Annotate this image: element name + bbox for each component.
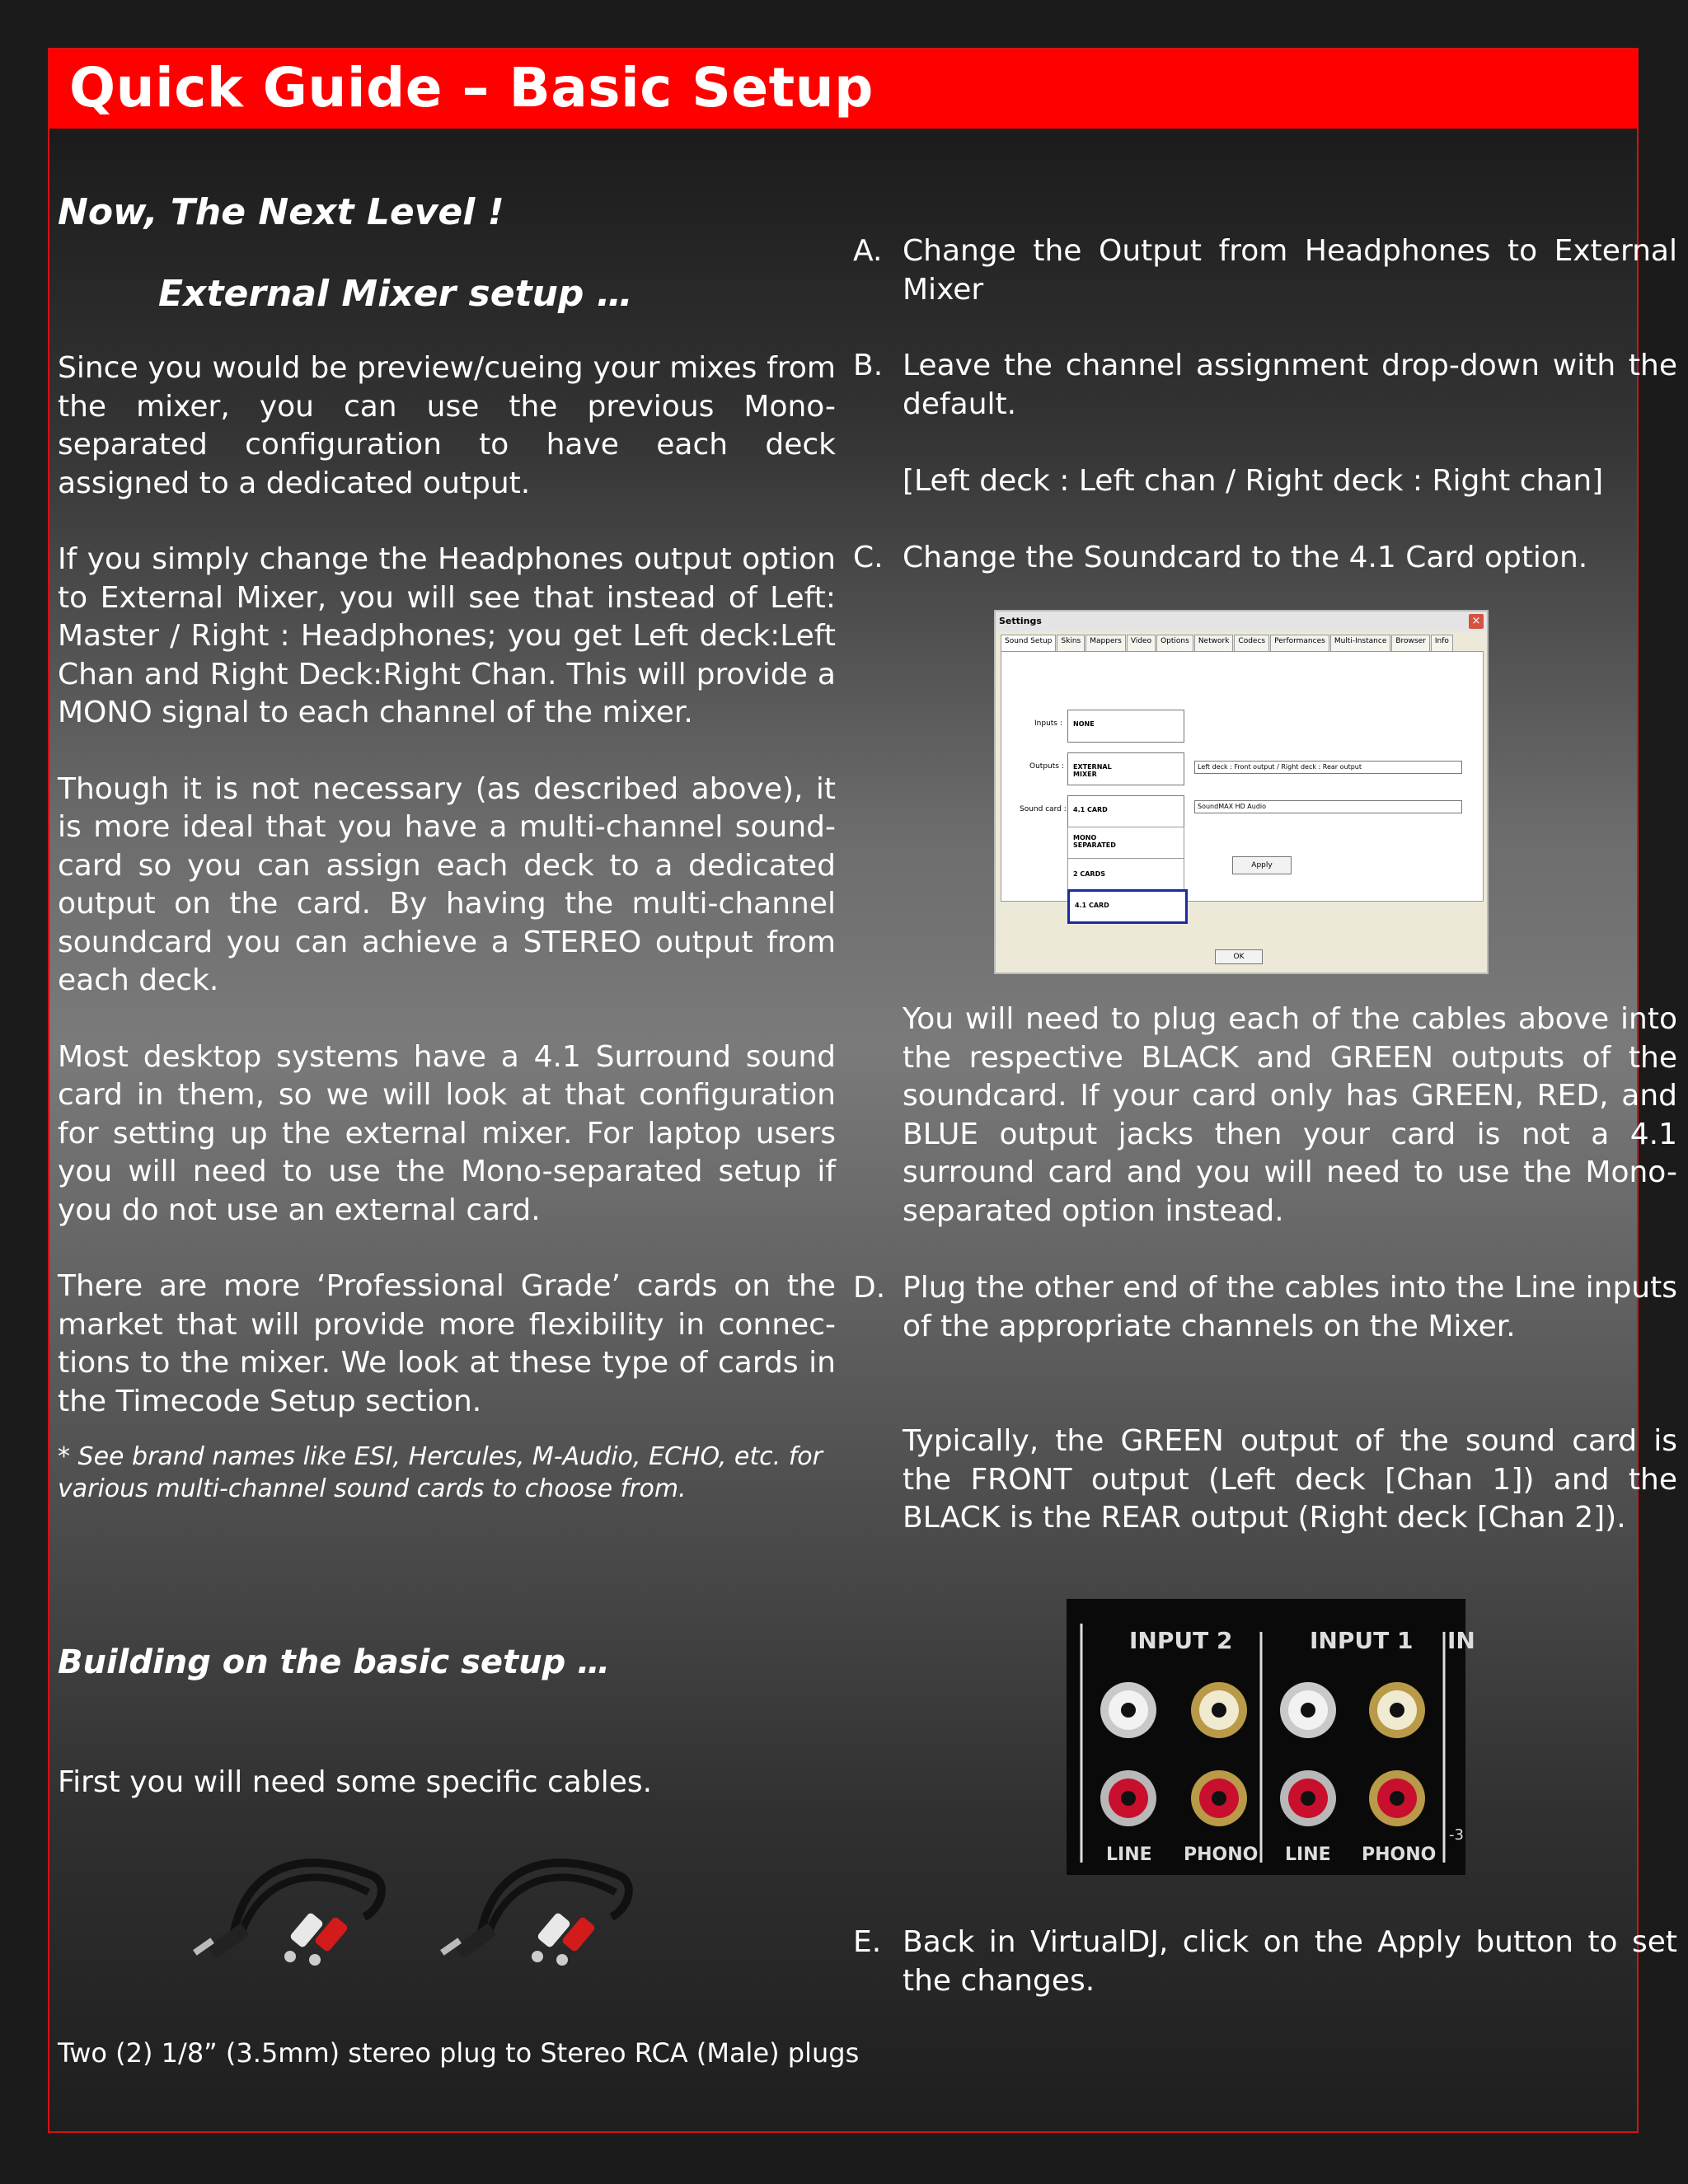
- cable-image: [191, 1843, 389, 1975]
- list-marker: E.: [853, 1925, 882, 1959]
- tab-mappers: Mappers: [1085, 635, 1126, 651]
- tab-video: Video: [1127, 635, 1156, 651]
- tab-performances: Performances: [1270, 635, 1329, 651]
- footnote: * See brand names like ESI, Hercules, M-Audio, ECHO, etc. for various multi-channel sound cards to choose from.: [58, 1442, 823, 1503]
- rca-jack: [1280, 1682, 1336, 1738]
- jack-label-input-partial: IN: [1447, 1627, 1475, 1654]
- jack-label-phono: PHONO: [1184, 1844, 1259, 1865]
- list-text: Change the Output from Headphones to External Mixer: [903, 234, 1677, 307]
- list-text: Plug the other end of the cables into the Line inputs of the appropriate channels on the Mixer.: [903, 1271, 1677, 1343]
- tab-options: Options: [1156, 635, 1193, 651]
- tab-skins: Skins: [1057, 635, 1085, 651]
- rca-jack: [1369, 1682, 1425, 1738]
- mixer-inputs-photo: [1067, 1599, 1475, 1875]
- list-item-b: [853, 347, 1677, 424]
- list-marker: B.: [853, 349, 884, 382]
- inputs-label: Inputs :: [1034, 719, 1062, 728]
- paragraph: Though it is not necessary (as described above), it is more ideal that you have a multi-channel sound-card so you can assign each deck to a dedicated output on the card. By having the multi-channel soundcard you can achieve a STEREO output from each deck.: [58, 771, 836, 997]
- tab-sound-setup: Sound Setup: [1001, 635, 1056, 651]
- jack-label-input-1: INPUT 1: [1310, 1627, 1414, 1654]
- left-column: [58, 191, 836, 1505]
- close-icon: ×: [1469, 614, 1484, 629]
- page-title: Quick Guide – Basic Setup: [69, 56, 874, 120]
- tab-info: Info: [1431, 635, 1453, 651]
- soundcard-dropdown: SoundMAX HD Audio: [1194, 800, 1462, 813]
- settings-dialog-screenshot: [994, 610, 1489, 974]
- list-text: Change the Soundcard to the 4.1 Card option.: [903, 541, 1588, 574]
- list-item-d: [853, 1269, 1677, 1346]
- list-marker: D.: [853, 1271, 886, 1305]
- tab-codecs: Codecs: [1234, 635, 1269, 651]
- paragraph: Most desktop systems have a 4.1 Surround sound card in them, so we will look at that configuration for setting up the external mixer. For laptop users you will need to use the Mono-separated setup if you do not use an external card.: [58, 1039, 836, 1227]
- ok-button: OK: [1215, 949, 1263, 964]
- title-bar: [49, 49, 1637, 129]
- cable-image: [438, 1843, 636, 1975]
- cable-instructions: You will need to plug each of the cables above into the respective BLACK and GREEN outputs of the soundcard. If your card only has GREEN, RED, and BLUE output jacks then your card is not a 4.1 surround card and you will need to use the Mono-separated option instead.: [903, 1002, 1677, 1228]
- list-text: Leave the channel assignment drop-down with the default.: [903, 349, 1677, 421]
- list-marker: C.: [853, 541, 884, 574]
- jack-side-mark: -3: [1449, 1826, 1464, 1844]
- outputs-selector: EXTERNAL MIXER: [1067, 752, 1184, 785]
- heading-next-level: Now, The Next Level !: [58, 191, 504, 233]
- dialog-title: Settings: [996, 612, 1487, 631]
- soundcard-label: Sound card :: [1020, 805, 1067, 813]
- rca-jack: [1100, 1682, 1156, 1738]
- channel-default-text: [Left deck : Left chan / Right deck : Right chan]: [903, 464, 1604, 498]
- soundcard-selector: 4.1 CARD: [1067, 795, 1184, 828]
- cable-caption: Two (2) 1/8” (3.5mm) stereo plug to Stereo RCA (Male) plugs: [58, 2037, 860, 2069]
- option-mono-separated: MONO SEPARATED: [1067, 827, 1184, 860]
- tab-browser: Browser: [1391, 635, 1429, 651]
- jack-label-line: LINE: [1106, 1844, 1152, 1865]
- jack-label-phono: PHONO: [1362, 1844, 1437, 1865]
- rca-jack: [1191, 1770, 1247, 1826]
- paragraph: If you simply change the Headphones output option to External Mixer, you will see that instead of Left: Master / Right : Headphones; you get Left deck:Left Chan and Right Deck:Right Chan. This will provide a MONO signal to each channel of the mixer.: [58, 542, 836, 729]
- jack-label-input-2: INPUT 2: [1129, 1627, 1233, 1654]
- list-text: Back in VirtualDJ, click on the Apply button to set the changes.: [903, 1925, 1677, 1998]
- heading-building: Building on the basic setup …: [58, 1643, 611, 1681]
- dialog-tabs: [1001, 635, 1454, 651]
- inputs-selector: NONE: [1067, 710, 1184, 743]
- rca-jack: [1280, 1770, 1336, 1826]
- list-item-c: [853, 539, 1677, 578]
- outputs-label: Outputs :: [1029, 762, 1064, 771]
- tab-network: Network: [1194, 635, 1234, 651]
- paragraph: First you will need some specific cables.: [58, 1765, 653, 1799]
- list-marker: A.: [853, 234, 883, 268]
- output-mapping-note: Typically, the GREEN output of the sound card is the FRONT output (Left deck [Chan 1]) and the BLACK is the REAR output (Right deck [Chan 2]).: [903, 1424, 1677, 1535]
- heading-external-mixer: External Mixer setup …: [158, 273, 633, 315]
- apply-button: Apply: [1232, 856, 1292, 874]
- rca-jack: [1191, 1682, 1247, 1738]
- list-item-e: [853, 1924, 1677, 2000]
- jack-label-line: LINE: [1285, 1844, 1331, 1865]
- sound-setup-panel: [1001, 651, 1484, 909]
- outputs-dropdown: Left deck : Front output / Right deck : Rear output: [1194, 761, 1462, 774]
- paragraph: Since you would be preview/cueing your mixes from the mixer, you can use the previous Mono-separated configuration to have each deck assigned to a dedicated output.: [58, 351, 836, 500]
- option-2-cards: 2 CARDS: [1067, 858, 1184, 891]
- rca-jack: [1100, 1770, 1156, 1826]
- tab-multi-instance: Multi-Instance: [1330, 635, 1391, 651]
- option-4-1-card: 4.1 CARD: [1067, 889, 1188, 924]
- rca-jack: [1369, 1770, 1425, 1826]
- list-item-a: [853, 232, 1677, 309]
- paragraph: There are more ‘Professional Grade’ cards on the market that will provide more flexibility in connec-tions to the mixer. We look at these type of cards in the Timecode Setup section.: [58, 1269, 836, 1418]
